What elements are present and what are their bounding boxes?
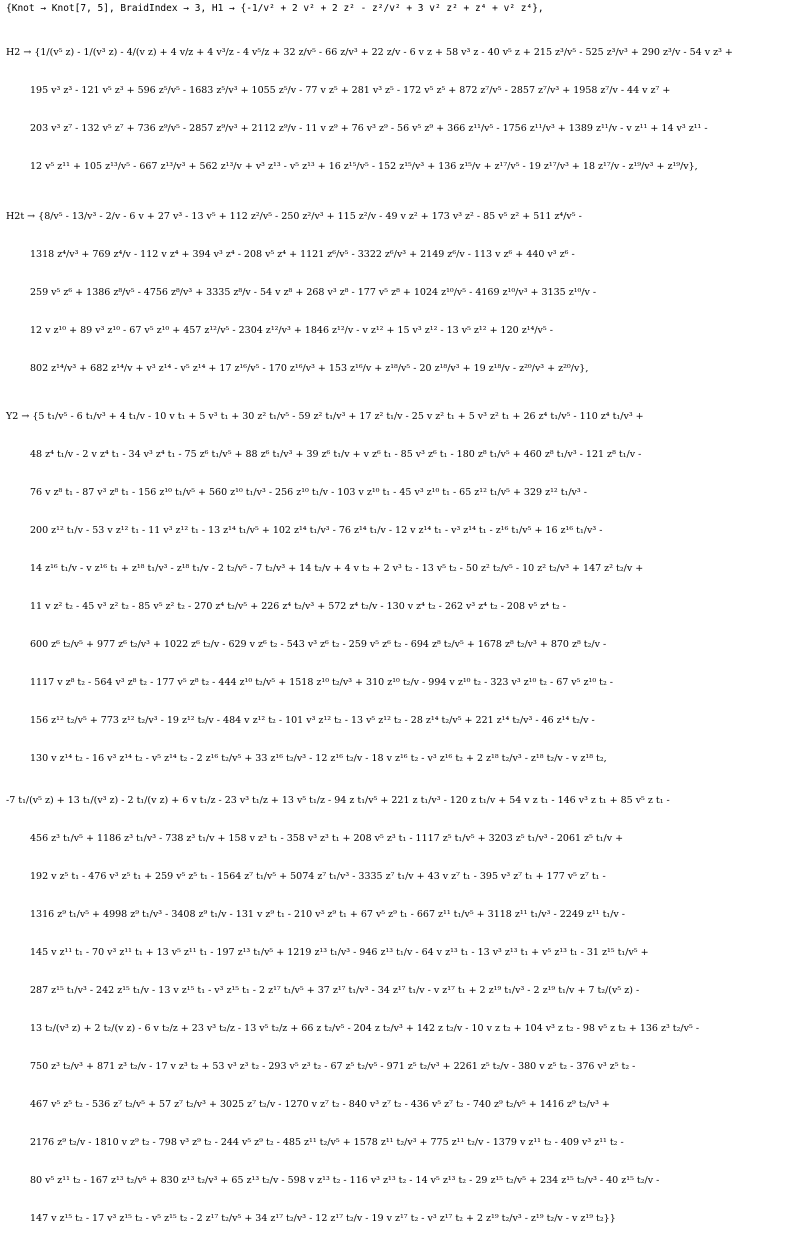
expr-line: 147 v z¹⁵ t₂ - 17 v³ z¹⁵ t₂ - v⁵ z¹⁵ t₂ - 2 z¹⁷ t₂/v⁵ + 34 z¹⁷ t₂/v³ - 12 z¹⁷ t₂/v - 19 v z¹⁷ t₂ - v³ z¹⁷ t₂ + 2 z¹⁹ t₂/v³ - z¹⁹ t₂/v - v z¹⁹ t₂}} <box>30 1213 616 1224</box>
expr-line: 802 z¹⁴/v³ + 682 z¹⁴/v + v³ z¹⁴ - v⁵ z¹⁴ + 17 z¹⁶/v⁵ - 170 z¹⁶/v³ + 153 z¹⁶/v + z¹⁸/v⁵ - 20 z¹⁸/v³ + 19 z¹⁸/v - z²⁰/v³ + z²⁰/v}, <box>30 363 589 374</box>
expr-line: 130 v z¹⁴ t₂ - 16 v³ z¹⁴ t₂ - v⁵ z¹⁴ t₂ - 2 z¹⁶ t₂/v⁵ + 33 z¹⁶ t₂/v³ - 12 z¹⁶ t₂/v - 18 v z¹⁶ t₂ - v³ z¹⁶ t₂ + 2 z¹⁸ t₂/v³ - z¹⁸ t₂/v - v z¹⁸ t₂, <box>30 753 607 764</box>
expr-line: 11 v z² t₂ - 45 v³ z² t₂ - 85 v⁵ z² t₂ - 270 z⁴ t₂/v⁵ + 226 z⁴ t₂/v³ + 572 z⁴ t₂/v - 130 v z⁴ t₂ - 262 v³ z⁴ t₂ - 208 v⁵ z⁴ t₂ - <box>30 601 566 612</box>
expr-line: 1318 z⁴/v³ + 769 z⁴/v - 112 v z⁴ + 394 v³ z⁴ - 208 v⁵ z⁴ + 1121 z⁶/v⁵ - 3322 z⁶/v³ + 2149 z⁶/v - 113 v z⁶ + 440 v³ z⁶ - <box>30 249 575 260</box>
expr-line: 12 v⁵ z¹¹ + 105 z¹³/v⁵ - 667 z¹³/v³ + 562 z¹³/v + v³ z¹³ - v⁵ z¹³ + 16 z¹⁵/v⁵ - 152 z¹⁵/v³ + 136 z¹⁵/v + z¹⁷/v⁵ - 19 z¹⁷/v³ + 18 z¹⁷/v - z¹⁹/v³ + z¹⁹/v}, <box>30 161 698 172</box>
expr-line: 156 z¹² t₂/v⁵ + 773 z¹² t₂/v³ - 19 z¹² t₂/v - 484 v z¹² t₂ - 101 v³ z¹² t₂ - 13 v⁵ z¹² t₂ - 28 z¹⁴ t₂/v⁵ + 221 z¹⁴ t₂/v³ - 46 z¹⁴ t₂/v - <box>30 715 595 726</box>
expr-line: 259 v⁵ z⁶ + 1386 z⁸/v⁵ - 4756 z⁸/v³ + 3335 z⁸/v - 54 v z⁸ + 268 v³ z⁸ - 177 v⁵ z⁸ + 1024 z¹⁰/v⁵ - 4169 z¹⁰/v³ + 3135 z¹⁰/v - <box>30 287 597 298</box>
expr-line: 80 v⁵ z¹¹ t₂ - 167 z¹³ t₂/v⁵ + 830 z¹³ t₂/v³ + 65 z¹³ t₂/v - 598 v z¹³ t₂ - 116 v³ z¹³ t₂ - 14 v⁵ z¹³ t₂ - 29 z¹⁵ t₂/v⁵ + 234 z¹⁵ t₂/v³ - 40 z¹⁵ t₂/v - <box>30 1175 660 1186</box>
expr-line: 192 v z⁵ t₁ - 476 v³ z⁵ t₁ + 259 v⁵ z⁵ t₁ - 1564 z⁷ t₁/v⁵ + 5074 z⁷ t₁/v³ - 3335 z⁷ t₁/v + 43 v z⁷ t₁ - 395 v³ z⁷ t₁ + 177 v⁵ z⁷ t₁ - <box>30 871 606 882</box>
expr-line: H2t → {8/v⁵ - 13/v³ - 2/v - 6 v + 27 v³ - 13 v⁵ + 112 z²/v⁵ - 250 z²/v³ + 115 z²/v - 49 v z² + 173 v³ z² - 85 v⁵ z² + 511 z⁴/v⁵ - <box>6 211 582 222</box>
expr-line: 13 t₂/(v³ z) + 2 t₂/(v z) - 6 v t₂/z + 23 v³ t₂/z - 13 v⁵ t₂/z + 66 z t₂/v⁵ - 204 z t₂/v³ + 142 z t₂/v - 10 v z t₂ + 104 v³ z t₂ - 98 v⁵ z t₂ + 136 z³ t₂/v⁵ - <box>30 1023 700 1034</box>
expr-line: -7 t₁/(v⁵ z) + 13 t₁/(v³ z) - 2 t₁/(v z) + 6 v t₁/z - 23 v³ t₁/z + 13 v⁵ t₁/z - 94 z t₁/v⁵ + 221 z t₁/v³ - 120 z t₁/v + 54 v z t₁ - 146 v³ z t₁ + 85 v⁵ z t₁ - <box>6 795 670 806</box>
expr-line: 600 z⁶ t₂/v⁵ + 977 z⁶ t₂/v³ + 1022 z⁶ t₂/v - 629 v z⁶ t₂ - 543 v³ z⁶ t₂ - 259 v⁵ z⁶ t₂ - 694 z⁸ t₂/v⁵ + 1678 z⁸ t₂/v³ + 870 z⁸ t₂/v - <box>30 639 607 650</box>
expr-line: 1316 z⁹ t₁/v⁵ + 4998 z⁹ t₁/v³ - 3408 z⁹ t₁/v - 131 v z⁹ t₁ - 210 v³ z⁹ t₁ + 67 v⁵ z⁹ t₁ - 667 z¹¹ t₁/v⁵ + 3118 z¹¹ t₁/v³ - 2249 z¹¹ t₁/v - <box>30 909 625 920</box>
expr-line: 145 v z¹¹ t₁ - 70 v³ z¹¹ t₁ + 13 v⁵ z¹¹ t₁ - 197 z¹³ t₁/v⁵ + 1219 z¹³ t₁/v³ - 946 z¹³ t₁/v - 64 v z¹³ t₁ - 13 v³ z¹³ t₁ + v⁵ z¹³ t₁ - 31 z¹⁵ t₁/v⁵ + <box>30 947 649 958</box>
expr-line: 2176 z⁹ t₂/v - 1810 v z⁹ t₂ - 798 v³ z⁹ t₂ - 244 v⁵ z⁹ t₂ - 485 z¹¹ t₂/v⁵ + 1578 z¹¹ t₂/v³ + 775 z¹¹ t₂/v - 1379 v z¹¹ t₂ - 409 v³ z¹¹ t₂ - <box>30 1137 624 1148</box>
expr-line: 200 z¹² t₁/v - 53 v z¹² t₁ - 11 v³ z¹² t₁ - 13 z¹⁴ t₁/v⁵ + 102 z¹⁴ t₁/v³ - 76 z¹⁴ t₁/v - 12 v z¹⁴ t₁ - v³ z¹⁴ t₁ - z¹⁶ t₁/v⁵ + 16 z¹⁶ t₁/v³ - <box>30 525 603 536</box>
expr-line: 76 v z⁸ t₁ - 87 v³ z⁸ t₁ - 156 z¹⁰ t₁/v⁵ + 560 z¹⁰ t₁/v³ - 256 z¹⁰ t₁/v - 103 v z¹⁰ t₁ - 45 v³ z¹⁰ t₁ - 65 z¹² t₁/v⁵ + 329 z¹² t₁/v³ - <box>30 487 587 498</box>
expr-line: 1117 v z⁸ t₂ - 564 v³ z⁸ t₂ - 177 v⁵ z⁸ t₂ - 444 z¹⁰ t₂/v⁵ + 1518 z¹⁰ t₂/v³ + 310 z¹⁰ t₂/v - 994 v z¹⁰ t₂ - 323 v³ z¹⁰ t₂ - 67 v⁵ z¹⁰ t₂ - <box>30 677 613 688</box>
expr-line: 750 z³ t₂/v³ + 871 z³ t₂/v - 17 v z³ t₂ + 53 v³ z³ t₂ - 293 v⁵ z³ t₂ - 67 z⁵ t₂/v⁵ - 971 z⁵ t₂/v³ + 2261 z⁵ t₂/v - 380 v z⁵ t₂ - 376 v³ z⁵ t₂ - <box>30 1061 636 1072</box>
expr-line: H2 → {1/(v⁵ z) - 1/(v³ z) - 4/(v z) + 4 v/z + 4 v³/z - 4 v⁵/z + 32 z/v⁵ - 66 z/v³ + 22 z/v - 6 v z + 58 v³ z - 40 v⁵ z + 215 z³/v⁵ - 525 z³/v³ + 290 z³/v - 54 v z³ + <box>6 47 733 58</box>
expr-line: 467 v⁵ z⁵ t₂ - 536 z⁷ t₂/v⁵ + 57 z⁷ t₂/v³ + 3025 z⁷ t₂/v - 1270 v z⁷ t₂ - 840 v³ z⁷ t₂ - 436 v⁵ z⁷ t₂ - 740 z⁹ t₂/v⁵ + 1416 z⁹ t₂/v³ + <box>30 1099 610 1110</box>
expr-line: 195 v³ z³ - 121 v⁵ z³ + 596 z⁵/v⁵ - 1683 z⁵/v³ + 1055 z⁵/v - 77 v z⁵ + 281 v³ z⁵ - 172 v⁵ z⁵ + 872 z⁷/v⁵ - 2857 z⁷/v³ + 1958 z⁷/v - 44 v z⁷ + <box>30 85 671 96</box>
expr-line: 456 z³ t₁/v⁵ + 1186 z³ t₁/v³ - 738 z³ t₁/v + 158 v z³ t₁ - 358 v³ z³ t₁ + 208 v⁵ z³ t₁ - 1117 z⁵ t₁/v⁵ + 3203 z⁵ t₁/v³ - 2061 z⁵ t₁/v + <box>30 833 624 844</box>
expr-line: 12 v z¹⁰ + 89 v³ z¹⁰ - 67 v⁵ z¹⁰ + 457 z¹²/v⁵ - 2304 z¹²/v³ + 1846 z¹²/v - v z¹² + 15 v³ z¹² - 13 v⁵ z¹² + 120 z¹⁴/v⁵ - <box>30 325 553 336</box>
expr-line: 287 z¹⁵ t₁/v³ - 242 z¹⁵ t₁/v - 13 v z¹⁵ t₁ - v³ z¹⁵ t₁ - 2 z¹⁷ t₁/v⁵ + 37 z¹⁷ t₁/v³ - 34 z¹⁷ t₁/v - v z¹⁷ t₁ + 2 z¹⁹ t₁/v³ - 2 z¹⁹ t₁/v + 7 t₂/(v⁵ z) - <box>30 985 640 996</box>
expr-line: 14 z¹⁶ t₁/v - v z¹⁶ t₁ + z¹⁸ t₁/v³ - z¹⁸ t₁/v - 2 t₂/v⁵ - 7 t₂/v³ + 14 t₂/v + 4 v t₂ + 2 v³ t₂ - 13 v⁵ t₂ - 50 z² t₂/v⁵ - 10 z² t₂/v³ + 147 z² t₂/v + <box>30 563 644 574</box>
expr-line: Y2 → {5 t₁/v⁵ - 6 t₁/v³ + 4 t₁/v - 10 v t₁ + 5 v³ t₁ + 30 z² t₁/v⁵ - 59 z² t₁/v³ + 17 z² t₁/v - 25 v z² t₁ + 5 v³ z² t₁ + 26 z⁴ t₁/v⁵ - 110 z⁴ t₁/v³ + <box>6 411 644 422</box>
expr-line: {Knot → Knot[7, 5], BraidIndex → 3, H1 → {-1/v² + 2 v² + 2 z² - z²/v² + 3 v² z² + z⁴ + v² z⁴}, <box>6 3 544 14</box>
expr-line: 48 z⁴ t₁/v - 2 v z⁴ t₁ - 34 v³ z⁴ t₁ - 75 z⁶ t₁/v⁵ + 88 z⁶ t₁/v³ + 39 z⁶ t₁/v + v z⁶ t₁ - 85 v³ z⁶ t₁ - 180 z⁸ t₁/v⁵ + 460 z⁸ t₁/v³ - 121 z⁸ t₁/v - <box>30 449 642 460</box>
expr-line: 203 v³ z⁷ - 132 v⁵ z⁷ + 736 z⁹/v⁵ - 2857 z⁹/v³ + 2112 z⁹/v - 11 v z⁹ + 76 v³ z⁹ - 56 v⁵ z⁹ + 366 z¹¹/v⁵ - 1756 z¹¹/v³ + 1389 z¹¹/v - v z¹¹ + 14 v³ z¹¹ - <box>30 123 708 134</box>
